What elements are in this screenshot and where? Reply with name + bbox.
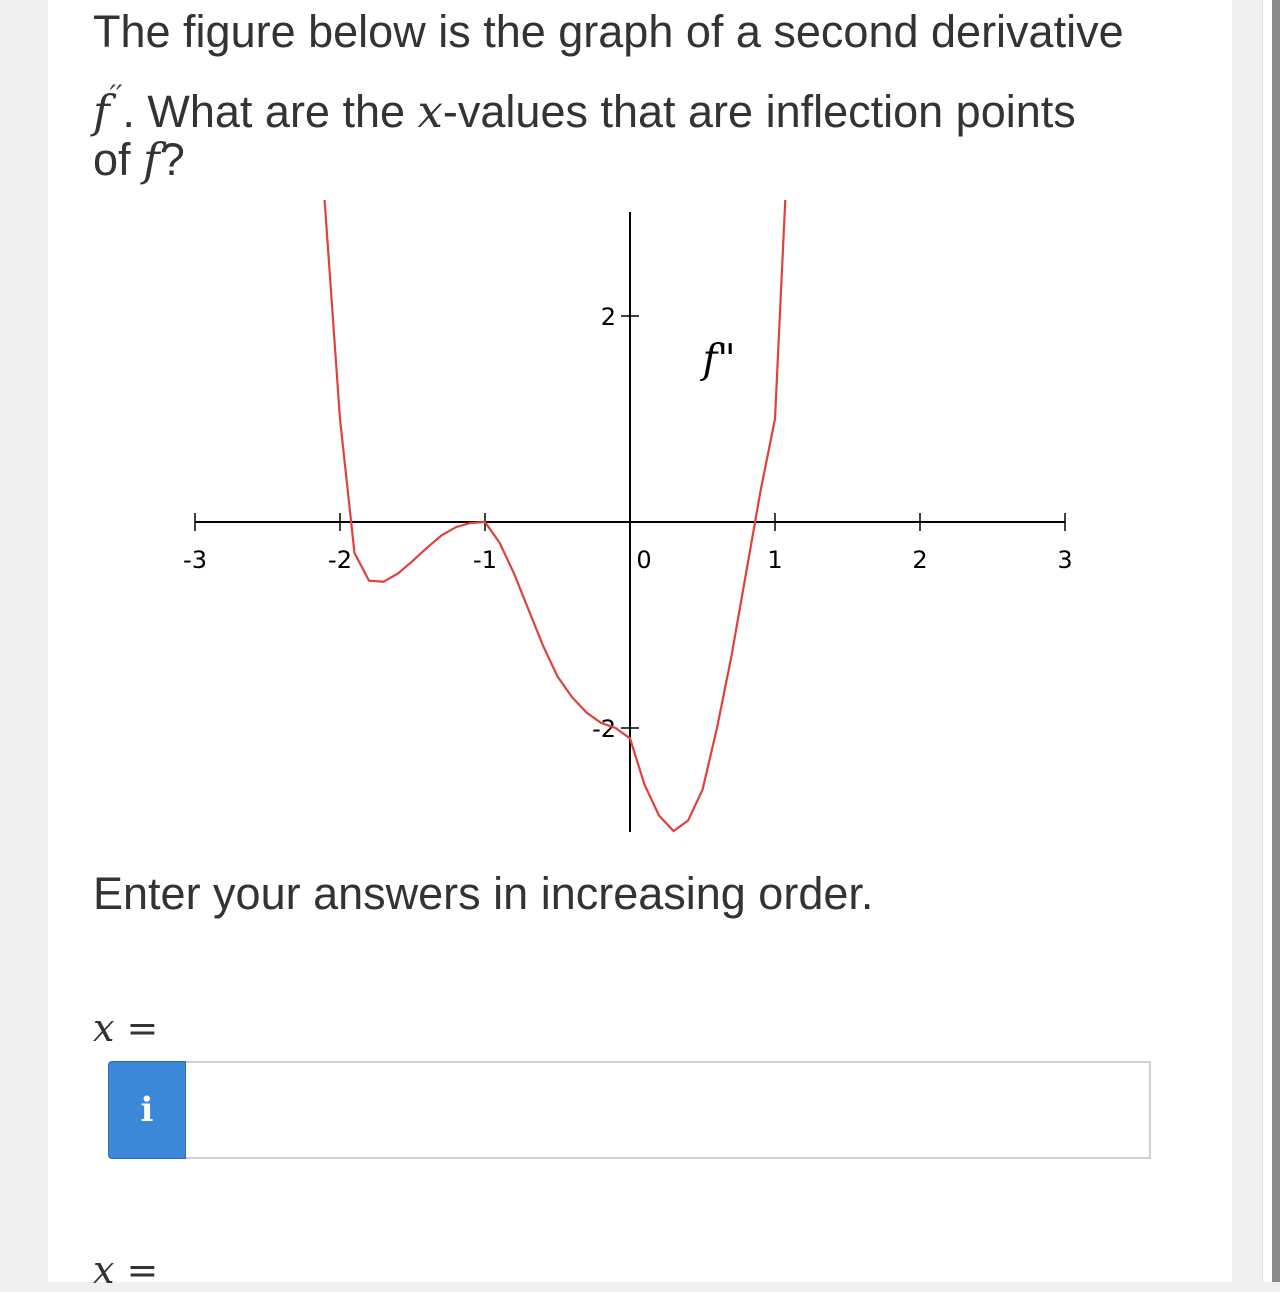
x-tick-label: 3 <box>1057 546 1073 574</box>
info-icon[interactable]: i <box>108 1061 186 1159</box>
double-prime-symbol: ′′ <box>109 79 123 112</box>
series-f-double-prime <box>297 200 805 831</box>
question-line-2-text: . What are the <box>122 86 418 137</box>
question-line-1: The figure below is the graph of a second derivative <box>93 6 1124 57</box>
question-line-2-tail: -values that are inflection points <box>442 86 1076 137</box>
x-tick-label: 2 <box>912 546 928 574</box>
scrollbar[interactable] <box>1262 0 1280 1282</box>
function-symbol: f <box>93 85 110 138</box>
x-tick-label: 1 <box>767 546 783 574</box>
question-mark: ? <box>159 134 185 185</box>
instruction-text: Enter your answers in increasing order. <box>93 868 874 919</box>
x-tick-label: -1 <box>473 546 497 574</box>
x-tick-label: -2 <box>328 546 352 574</box>
y-tick-label: -2 <box>592 715 616 743</box>
answer-2-label: x = <box>93 1248 159 1292</box>
scrollbar-edge <box>1272 0 1280 1282</box>
second-derivative-graph <box>160 200 1100 850</box>
question-line-2 <box>93 64 1173 138</box>
question-line-3 <box>93 128 1173 192</box>
answer-1-input[interactable] <box>186 1061 1151 1159</box>
x-tick-label: -3 <box>183 546 207 574</box>
x-variable: x <box>417 85 443 138</box>
x-tick-label: 0 <box>636 546 652 574</box>
y-tick-label: 2 <box>600 303 616 331</box>
answer-1-label: x = <box>93 1006 159 1050</box>
curve-label: f" <box>702 336 736 383</box>
question-line-3-pre: of <box>93 134 144 185</box>
question-text <box>93 0 1173 192</box>
function-symbol-f: f <box>143 133 160 186</box>
